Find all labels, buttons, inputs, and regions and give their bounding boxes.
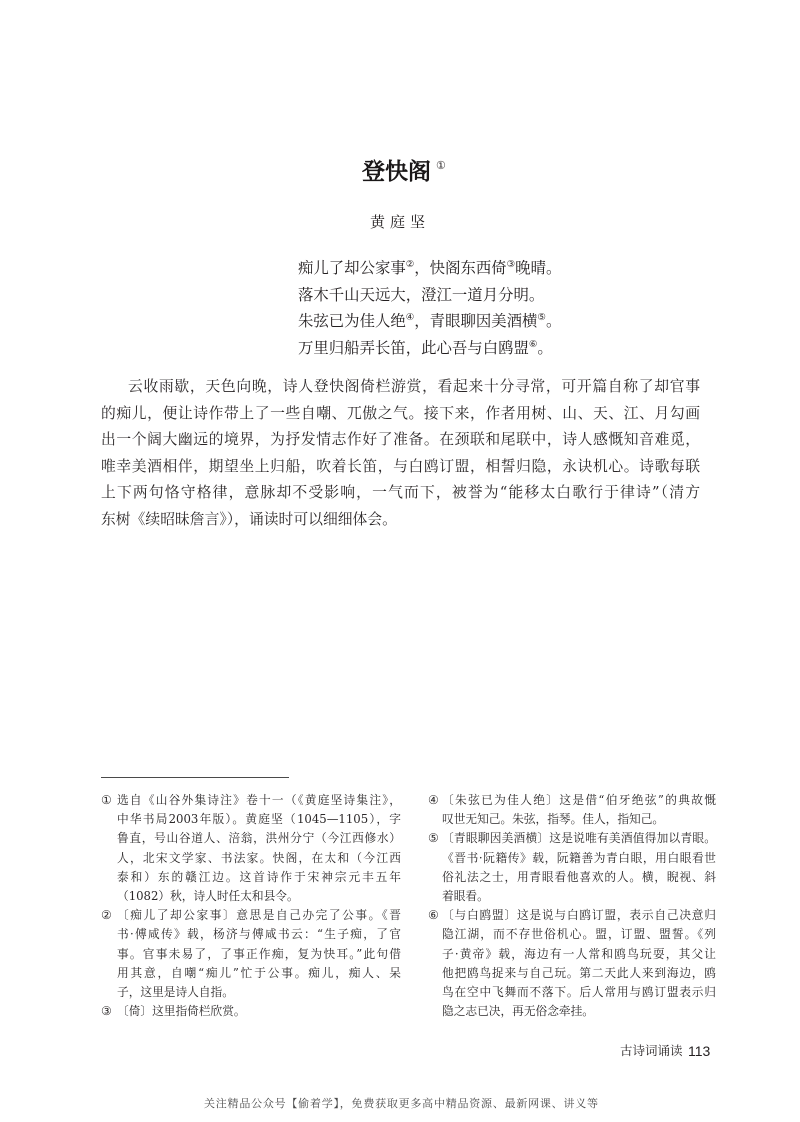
footnote-ref-3: ③ bbox=[506, 259, 516, 270]
paragraph-line: 东树《续昭昧詹言》），诵读时可以细细体会。 bbox=[101, 510, 397, 528]
footnote-line: 〔朱弦已为佳人绝〕这是借“伯牙绝弦”的典故慨 bbox=[442, 793, 716, 807]
poem-line-text: ，快阁东西倚 bbox=[414, 259, 507, 277]
footnote-line: 〔青眼聊因美酒横〕这是说唯有美酒值得加以青眼。 bbox=[442, 831, 716, 846]
poem-line-text: 万里归船弄长笛，此心吾与白鸥盟 bbox=[298, 338, 529, 357]
footnote-line: 子·黄帝》载，海边有一人常和鸥鸟玩耍，其父让 bbox=[442, 946, 716, 961]
poem-title: 登快阁 bbox=[362, 158, 431, 185]
paragraph-line: 出一个阔大幽远的境界，为抒发情志作好了准备。在颈联和尾联中，诗人感慨知音难觅， bbox=[101, 431, 700, 449]
poem-body bbox=[298, 255, 561, 361]
paragraph-line: 上下两句恪守格律，意脉却不受影响，一气而下，被誉为“能移太白歌行于律诗”（清方 bbox=[101, 484, 700, 502]
title-footnote-ref: ① bbox=[436, 159, 446, 172]
footnote-line: 中华书局2003年版）。黄庭坚（1045—1105），字 bbox=[117, 812, 401, 827]
footnote-text bbox=[442, 906, 716, 1021]
footnote-text bbox=[117, 906, 401, 1002]
poem-line-text: 晚晴。 bbox=[515, 259, 562, 277]
footnote-separator bbox=[101, 777, 289, 778]
poem-line-2 bbox=[298, 282, 561, 309]
footnote-marker: ⑤ bbox=[428, 831, 439, 846]
paragraph-line: 的痴儿，便让诗作带上了一些自嘲、兀傲之气。接下来，作者用树、山、天、江、月勾画 bbox=[101, 404, 700, 422]
footnote-5 bbox=[428, 829, 716, 906]
poem-line-3 bbox=[298, 308, 561, 335]
author-name: 黄庭坚 bbox=[370, 213, 431, 231]
footnote-line: 隐江湖，而不存世俗机心。盟，订盟、盟誓。《列 bbox=[442, 927, 716, 942]
poem-line-text: 落木千山天远大，澄江一道月分明。 bbox=[298, 285, 545, 304]
footer-section-name: 古诗词诵读 bbox=[620, 1043, 683, 1058]
footnote-line: 〔痴儿了却公家事〕意思是自己办完了公事。《晋 bbox=[117, 908, 401, 923]
footnote-text bbox=[117, 1002, 401, 1021]
footnote-line: 用其意，自嘲“痴儿”忙于公事。痴儿，痴人、呆 bbox=[117, 965, 401, 980]
footnote-line: 泰和）东的赣江边。这首诗作于宋神宗元丰五年 bbox=[117, 869, 401, 884]
footnote-ref-5: ⑤ bbox=[537, 312, 546, 324]
footnote-ref-6: ⑥ bbox=[528, 338, 538, 350]
footnote-marker: ① bbox=[101, 793, 112, 807]
footnote-line: 书·傅咸传》载，杨济与傅咸书云：“生子痴，了官 bbox=[117, 927, 401, 942]
footnote-line: 他把鸥鸟捉来与自己玩。第二天此人来到海边，鸥 bbox=[442, 965, 716, 980]
footnote-line: 鲁直，号山谷道人、涪翁，洪州分宁（今江西修水） bbox=[117, 831, 401, 846]
footnote-line: 选自《山谷外集诗注》卷十一（《黄庭坚诗集注》， bbox=[117, 793, 401, 807]
poem-line-text: 。 bbox=[537, 338, 553, 357]
footnotes-right-column bbox=[428, 791, 716, 1021]
footnote-marker: ③ bbox=[101, 1004, 112, 1019]
appreciation-paragraph bbox=[101, 374, 700, 534]
footnote-ref-4: ④ bbox=[405, 312, 415, 324]
paragraph-line: 唯幸美酒相伴，期望坐上归船，吹着长笛，与白鸥订盟，相誓归隐，永诀机心。诗歌每联 bbox=[101, 457, 700, 475]
page-number: 113 bbox=[688, 1043, 711, 1059]
footnote-line: 〔与白鸥盟〕这是说与白鸥订盟，表示自己决意归 bbox=[442, 908, 716, 923]
footnote-6 bbox=[428, 906, 716, 1021]
footnote-4 bbox=[428, 791, 716, 829]
footnote-line: 《晋书·阮籍传》载，阮籍善为青白眼，用白眼看世 bbox=[442, 850, 716, 865]
footnote-ref-2: ② bbox=[405, 259, 415, 270]
footnote-3 bbox=[101, 1002, 401, 1021]
footnote-line: 鸟在空中飞舞而不落下。后人常用与鸥订盟表示归 bbox=[442, 984, 716, 999]
footnote-marker: ④ bbox=[428, 793, 439, 807]
watermark-notice: 关注精品公众号【偷着学】，免费获取更多高中精品资源、最新网课、讲义等 bbox=[204, 1097, 598, 1110]
poem-line-1 bbox=[298, 255, 561, 282]
poem-line-text: ，青眼聊因美酒横 bbox=[414, 312, 538, 331]
footnote-line: 〔倚〕这里指倚栏欣赏。 bbox=[117, 1004, 246, 1019]
poem-line-text: 朱弦已为佳人绝 bbox=[298, 312, 406, 331]
footnote-line: 人，北宋文学家、书法家。快阁，在太和（今江西 bbox=[117, 850, 401, 865]
footnote-text bbox=[442, 791, 716, 829]
footnote-line: 俗礼法之士，用青眼看他喜欢的人。横，睨视、斜 bbox=[442, 869, 716, 884]
footnote-line: （1082）秋，诗人时任太和县令。 bbox=[117, 888, 299, 903]
footnote-text bbox=[117, 791, 401, 906]
footnote-2 bbox=[101, 906, 401, 1002]
poem-line-text: 。 bbox=[545, 312, 562, 331]
footnotes-left-column bbox=[101, 791, 401, 1021]
footnote-marker: ⑥ bbox=[428, 908, 439, 923]
footnote-1 bbox=[101, 791, 401, 906]
footnote-text bbox=[442, 829, 716, 906]
footnote-line: 隐之志已决，再无俗念牵挂。 bbox=[442, 1004, 594, 1019]
footnote-line: 叹世无知己。朱弦，指琴。佳人，指知己。 bbox=[442, 812, 665, 827]
footnote-marker: ② bbox=[101, 908, 112, 923]
poem-line-4 bbox=[298, 335, 561, 362]
paragraph-line: 云收雨歇，天色向晚，诗人登快阁倚栏游赏，看起来十分寻常，可开篇自称了却官事 bbox=[128, 378, 700, 395]
poem-line-text: 痴儿了却公家事 bbox=[298, 259, 406, 277]
footnote-line: 事。官事未易了，了事正作痴，复为快耳。”此句借 bbox=[117, 946, 401, 961]
footnote-line: 着眼看。 bbox=[442, 888, 489, 903]
footnote-line: 子，这里是诗人自指。 bbox=[117, 984, 234, 999]
